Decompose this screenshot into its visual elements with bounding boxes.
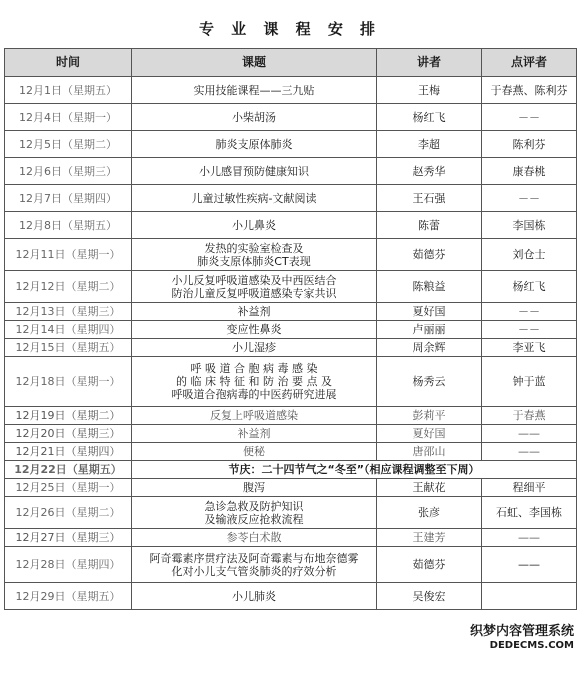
cell-reviewer: 于春燕 — [482, 407, 577, 425]
cell-lecturer: 王建芳 — [377, 529, 482, 547]
table-row — [5, 547, 577, 583]
cell-topic: 补益剂 — [132, 425, 377, 443]
table-row — [5, 158, 577, 185]
cell-reviewer: —— — [482, 443, 577, 461]
table-row — [5, 77, 577, 104]
cell-lecturer: 王献花 — [377, 479, 482, 497]
cell-topic: 小儿感冒预防健康知识 — [132, 158, 377, 185]
cell-topic: 阿奇霉素序贯疗法及阿奇霉素与布地奈德雾 化对小儿支气管炎肺炎的疗效分析 — [132, 547, 377, 583]
cell-reviewer: 陈利芬 — [482, 131, 577, 158]
cell-topic: 发热的实验室检查及 肺炎支原体肺炎CT表现 — [132, 239, 377, 271]
cell-reviewer: —— — [482, 547, 577, 583]
cell-reviewer: －－ — [482, 104, 577, 131]
cell-topic: 小柴胡汤 — [132, 104, 377, 131]
table-row — [5, 461, 577, 479]
cell-date: 12月1日（星期五） — [5, 77, 132, 104]
cell-reviewer: －－ — [482, 321, 577, 339]
cell-lecturer: 王石强 — [377, 185, 482, 212]
cell-date: 12月25日（星期一） — [5, 479, 132, 497]
cell-lecturer: 茹德芬 — [377, 547, 482, 583]
table-row — [5, 357, 577, 407]
cell-date: 12月14日（星期四） — [5, 321, 132, 339]
cell-reviewer: 刘仓士 — [482, 239, 577, 271]
header-reviewer: 点评者 — [482, 49, 577, 77]
cell-date: 12月6日（星期三） — [5, 158, 132, 185]
cell-date: 12月26日（星期二） — [5, 497, 132, 529]
header-date: 时间 — [5, 49, 132, 77]
cell-topic: 补益剂 — [132, 303, 377, 321]
table-row — [5, 529, 577, 547]
cell-lecturer: 夏好国 — [377, 303, 482, 321]
cell-topic: 小儿鼻炎 — [132, 212, 377, 239]
cell-holiday-note: 节庆：二十四节气之“冬至”（相应课程调整至下周） — [132, 461, 577, 479]
cell-date: 12月8日（星期五） — [5, 212, 132, 239]
cell-date: 12月18日（星期一） — [5, 357, 132, 407]
schedule-table — [4, 48, 577, 610]
cell-topic: 小儿肺炎 — [132, 583, 377, 610]
cell-lecturer: 赵秀华 — [377, 158, 482, 185]
cell-date: 12月29日（星期五） — [5, 583, 132, 610]
cell-topic: 急诊急救及防护知识 及输液反应抢救流程 — [132, 497, 377, 529]
cell-lecturer: 卢丽丽 — [377, 321, 482, 339]
table-header-row — [5, 49, 577, 77]
cell-lecturer: 王梅 — [377, 77, 482, 104]
cell-date: 12月5日（星期二） — [5, 131, 132, 158]
cell-lecturer: 杨红飞 — [377, 104, 482, 131]
cell-reviewer: 李国栋 — [482, 212, 577, 239]
table-row — [5, 479, 577, 497]
header-lecturer: 讲者 — [377, 49, 482, 77]
cell-lecturer: 茹德芬 — [377, 239, 482, 271]
cell-topic: 参苓白术散 — [132, 529, 377, 547]
watermark — [470, 625, 574, 653]
cell-reviewer: －－ — [482, 185, 577, 212]
table-row — [5, 321, 577, 339]
cell-reviewer: 杨红飞 — [482, 271, 577, 303]
cell-reviewer: －－ — [482, 303, 577, 321]
cell-lecturer: 周余辉 — [377, 339, 482, 357]
cell-lecturer: 张彦 — [377, 497, 482, 529]
table-row — [5, 131, 577, 158]
header-topic: 课题 — [132, 49, 377, 77]
cell-reviewer: 康春桃 — [482, 158, 577, 185]
cell-date: 12月11日（星期一） — [5, 239, 132, 271]
cell-topic: 反复上呼吸道感染 — [132, 407, 377, 425]
cell-date: 12月22日（星期五） — [5, 461, 132, 479]
table-row — [5, 425, 577, 443]
cell-reviewer: 于春燕、陈利芬 — [482, 77, 577, 104]
cell-topic: 变应性鼻炎 — [132, 321, 377, 339]
cell-date: 12月27日（星期三） — [5, 529, 132, 547]
cell-lecturer: 吴俊宏 — [377, 583, 482, 610]
cell-lecturer: 彭莉平 — [377, 407, 482, 425]
table-row — [5, 104, 577, 131]
cell-topic: 呼 吸 道 合 胞 病 毒 感 染 的 临 床 特 征 和 防 治 要 点 及 呼吸道合孢病毒的中医药研究进展 — [132, 357, 377, 407]
table-row — [5, 407, 577, 425]
cell-reviewer: —— — [482, 425, 577, 443]
cell-topic: 便秘 — [132, 443, 377, 461]
cell-reviewer: 钟于蓝 — [482, 357, 577, 407]
table-row — [5, 185, 577, 212]
cell-reviewer: 李亚飞 — [482, 339, 577, 357]
cell-date: 12月28日（星期四） — [5, 547, 132, 583]
table-row — [5, 497, 577, 529]
watermark-line1: 织梦内容管理系统 — [469, 624, 574, 639]
cell-reviewer: —— — [482, 529, 577, 547]
watermark-line2: DEDECMS.COM — [489, 640, 574, 651]
cell-reviewer: 石虹、李国栋 — [482, 497, 577, 529]
cell-date: 12月13日（星期三） — [5, 303, 132, 321]
table-row — [5, 212, 577, 239]
cell-date: 12月4日（星期一） — [5, 104, 132, 131]
cell-lecturer: 陈粮益 — [377, 271, 482, 303]
cell-lecturer: 唐邵山 — [377, 443, 482, 461]
cell-reviewer — [482, 583, 577, 610]
cell-lecturer: 李超 — [377, 131, 482, 158]
schedule-body — [5, 77, 577, 610]
cell-topic: 实用技能课程——三九贴 — [132, 77, 377, 104]
cell-topic: 肺炎支原体肺炎 — [132, 131, 377, 158]
table-row — [5, 303, 577, 321]
table-row — [5, 239, 577, 271]
cell-date: 12月7日（星期四） — [5, 185, 132, 212]
table-row — [5, 443, 577, 461]
cell-lecturer: 陈蕾 — [377, 212, 482, 239]
cell-topic: 小儿湿疹 — [132, 339, 377, 357]
cell-topic: 腹泻 — [132, 479, 377, 497]
table-row — [5, 339, 577, 357]
cell-date: 12月15日（星期五） — [5, 339, 132, 357]
table-row — [5, 271, 577, 303]
cell-date: 12月21日（星期四） — [5, 443, 132, 461]
cell-topic: 小儿反复呼吸道感染及中西医结合 防治儿童反复呼吸道感染专家共识 — [132, 271, 377, 303]
cell-lecturer: 夏好国 — [377, 425, 482, 443]
cell-topic: 儿童过敏性疾病-文献阅读 — [132, 185, 377, 212]
page-title: 专 业 课 程 安 排 — [198, 20, 382, 38]
cell-date: 12月19日（星期二） — [5, 407, 132, 425]
cell-date: 12月20日（星期三） — [5, 425, 132, 443]
cell-reviewer: 程细平 — [482, 479, 577, 497]
cell-lecturer: 杨秀云 — [377, 357, 482, 407]
cell-date: 12月12日（星期二） — [5, 271, 132, 303]
table-row — [5, 583, 577, 610]
